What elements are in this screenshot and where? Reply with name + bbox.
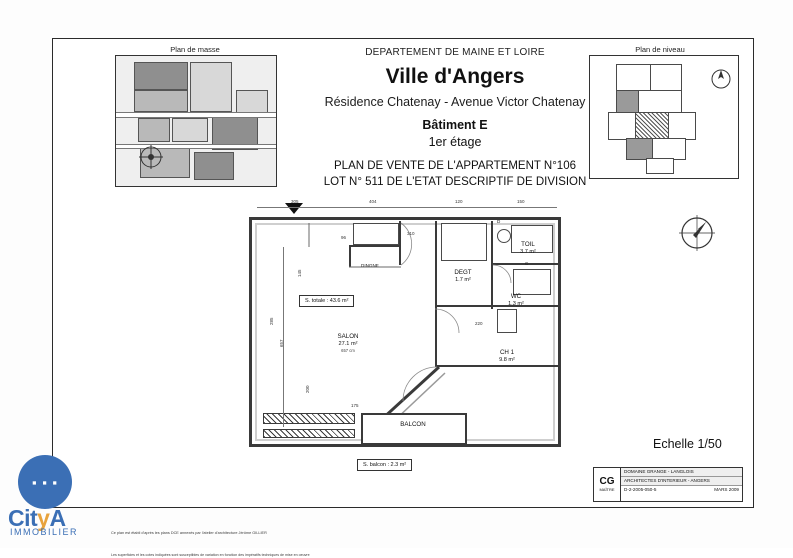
architect-logo-sub: MAÎTRE (599, 487, 615, 492)
plan-de-masse-label: Plan de masse (170, 45, 220, 54)
floor-label: 1er étage (428, 135, 482, 149)
room-label-ch1: CH 1 9.8 m² (499, 349, 515, 363)
room-label-degt: DEGT 1.7 m² (454, 269, 472, 283)
dimension-text: 220 (475, 321, 483, 326)
citya-logo (8, 455, 128, 539)
room-label-salon: SALON 27.1 m² 657 cm (337, 333, 359, 353)
annotation-c: C (525, 261, 529, 266)
bathtub-fixture (513, 269, 551, 295)
plan-de-niveau-label: Plan de niveau (635, 45, 685, 54)
surface-balcon-box: S. balcon : 2.3 m² (357, 459, 412, 471)
drawing-frame (52, 38, 754, 557)
kitchen-fixture (353, 223, 399, 245)
annotation-d: D (497, 219, 501, 224)
room-label-toil: TOIL 3.7 m² (520, 241, 536, 255)
dimension-text: 657 (279, 339, 284, 347)
plan-de-masse-inset (115, 55, 277, 187)
cartouche-block (593, 467, 743, 502)
city-title: Ville d'Angers (385, 65, 525, 88)
building-label: Bâtiment E (422, 118, 488, 132)
room-label-wc: WC 1.3 m² (508, 293, 524, 307)
citya-brand-subtitle: IMMOBILIER (10, 527, 79, 537)
footer-note-bottom: Les superficies et les cotes indiquées sont susceptibles de variation en fonction des impératifs techniques de mise en oeuvre (111, 553, 310, 557)
plan-de-niveau-inset (589, 55, 739, 179)
dimension-text: 404 (369, 199, 377, 204)
citya-logo-dots: ▪ ▪ ▪ (31, 474, 59, 490)
cartouche-line-2: ARCHITECTES D'INTERIEUR - ANGERS (621, 477, 742, 486)
dimension-text: 120 (455, 199, 463, 204)
compass-icon-main (675, 211, 719, 255)
dimension-text: 310 (407, 231, 415, 236)
dimension-text: 96 (341, 235, 347, 240)
plan-title-line-2: LOT N° 511 DE L'ETAT DESCRIPTIF DE DIVISION (323, 176, 587, 188)
room-label-balcon: BALCON (400, 421, 426, 428)
annotation-dingne: DINGNE (361, 263, 379, 268)
cartouche-date: MARS 2009 (714, 486, 739, 492)
dimension-text: 145 (297, 269, 302, 277)
dimension-text: 150 (517, 199, 525, 204)
scale-label: Echelle 1/50 (653, 437, 722, 451)
plan-title-line-1: PLAN DE VENTE DE L'APPARTEMENT N°106 (334, 160, 576, 172)
footer-note-top: Ce plan est établi d'après les plans DCE annexés par l'atelier d'architecture Jérôme GILLIER (111, 531, 267, 535)
architect-logo (594, 468, 621, 501)
hatched-wall-band (263, 429, 355, 438)
entrance-arrow-icon (285, 203, 303, 214)
cartouche-ref: D-2-2005-050-5 (624, 486, 657, 492)
title-block (285, 39, 625, 188)
citya-logo-circle (18, 455, 72, 509)
residence-address: Résidence Chatenay - Avenue Victor Chatenay (324, 95, 586, 109)
dimension-text: 200 (305, 385, 310, 393)
dimension-text: 285 (269, 317, 274, 325)
wc-fixture (497, 309, 517, 333)
department-text: DEPARTEMENT DE MAINE ET LOIRE (365, 47, 545, 58)
bathroom-fixture (441, 223, 487, 261)
architect-logo-mark: CG (599, 476, 615, 487)
apartment-floor-plan (249, 199, 561, 468)
citya-brand-name: CityA (8, 505, 66, 531)
compass-icon-left (138, 144, 164, 170)
dimension-text: 305 (291, 199, 299, 204)
surface-totale-box: S. totale : 43.6 m² (299, 295, 354, 307)
cartouche-line-1: DOMAINE GRANGE - LANGLOIS (621, 468, 742, 477)
dimension-text: 175 (351, 403, 359, 408)
compass-icon-inset (710, 68, 732, 90)
hatched-wall-band (263, 413, 355, 424)
